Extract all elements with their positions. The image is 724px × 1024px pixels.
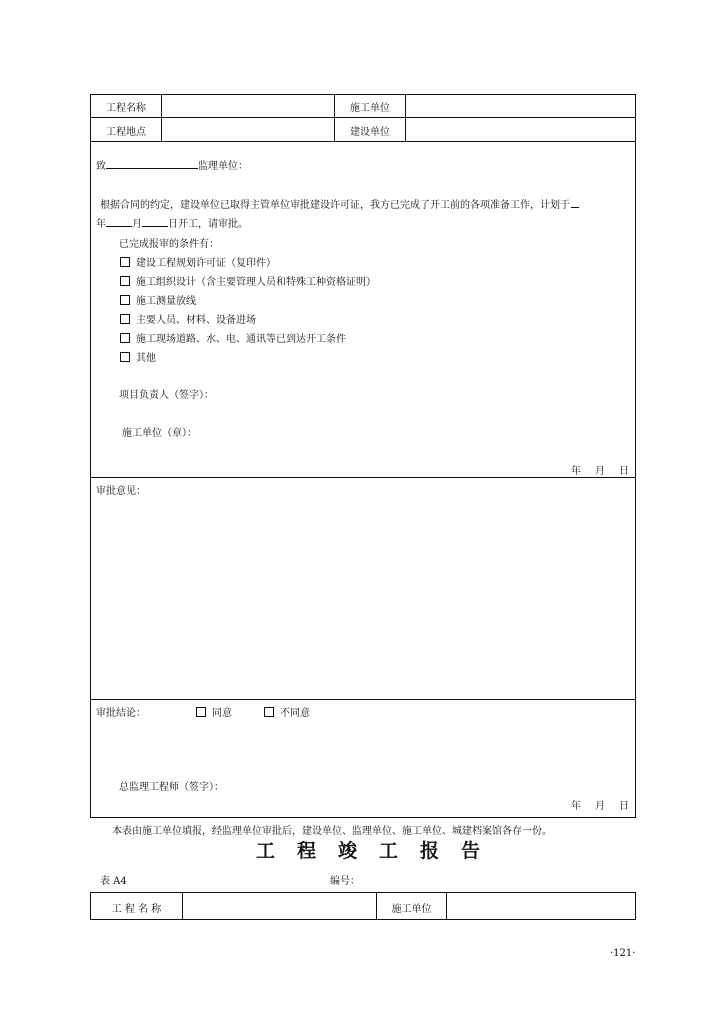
chief-engineer-signature: 总监理工程师（签字）： (119, 782, 224, 793)
plan-blank[interactable] (571, 197, 579, 208)
builder-unit-label: 建设单位 (350, 127, 390, 138)
project-name-field[interactable] (162, 95, 334, 117)
construction-unit-seal: 施工单位（章）： (122, 428, 197, 439)
project-manager-signature: 项目负责人（签字）： (119, 390, 214, 401)
to-suffix: 监理单位： (198, 161, 248, 172)
report-title: 工程竣工报告 (256, 840, 503, 862)
request-paragraph-line2: 年 月 日开工，请审批。 (96, 215, 248, 230)
supervisor-name-blank[interactable] (106, 158, 198, 169)
agree-option[interactable]: 同意 (196, 704, 232, 719)
day-blank[interactable] (142, 216, 168, 227)
table-label: 表 A4 (100, 876, 127, 887)
project-location-label: 工程地点 (106, 127, 146, 138)
review-conclusion-label: 审批结论： (96, 708, 146, 719)
checkbox[interactable] (120, 333, 130, 343)
project-name-label: 工程名称 (106, 103, 146, 114)
condition-item[interactable]: 施工现场道路、水、电、通讯等已到达开工条件 (120, 330, 346, 345)
conclusion-date-line: 年 月 日 (571, 801, 629, 812)
disagree-option[interactable]: 不同意 (264, 704, 310, 719)
construction-unit-label: 施工单位 (350, 103, 390, 114)
footer-note: 本表由施工单位填报，经监理单位审批后，建设单位、监理单位、施工单位、城建档案馆各存一份。 (112, 826, 552, 837)
report-project-name-label: 工 程 名 称 (111, 904, 162, 915)
checkbox[interactable] (264, 707, 274, 717)
condition-item[interactable]: 主要人员、材料、设备进场 (120, 311, 256, 326)
to-prefix: 致 (96, 161, 106, 172)
checkbox[interactable] (120, 257, 130, 267)
condition-item[interactable]: 建设工程规划许可证（复印件） (120, 254, 276, 269)
review-opinion-label: 审批意见： (96, 486, 146, 497)
page-number: ·121· (610, 948, 636, 959)
checkbox[interactable] (120, 295, 130, 305)
conditions-title: 已完成报审的条件有： (119, 239, 219, 250)
condition-item[interactable]: 施工测量放线 (120, 292, 196, 307)
addressee-line (96, 157, 248, 172)
checkbox[interactable] (120, 276, 130, 286)
date-line: 年 月 日 (571, 466, 629, 477)
request-paragraph-line1: 根据合同的约定，建设单位已取得主管单位审批建设许可证，我方已完成了开工前的各项准备工作，计划于 (100, 196, 579, 211)
checkbox[interactable] (196, 707, 206, 717)
checkbox[interactable] (120, 314, 130, 324)
number-label: 编号： (330, 876, 360, 887)
month-blank[interactable] (106, 216, 132, 227)
checkbox[interactable] (120, 352, 130, 362)
project-location-field[interactable] (162, 118, 334, 141)
construction-unit-field[interactable] (406, 95, 635, 117)
condition-item[interactable]: 施工组织设计（含主要管理人员和特殊工种资格证明） (120, 273, 376, 288)
report-construction-unit-label: 施工单位 (391, 904, 432, 915)
review-opinion-area[interactable] (91, 497, 635, 697)
builder-unit-field[interactable] (406, 118, 635, 141)
report-project-name-field[interactable] (183, 893, 376, 919)
condition-item[interactable]: 其他 (120, 349, 156, 364)
report-construction-unit-field[interactable] (447, 893, 635, 919)
